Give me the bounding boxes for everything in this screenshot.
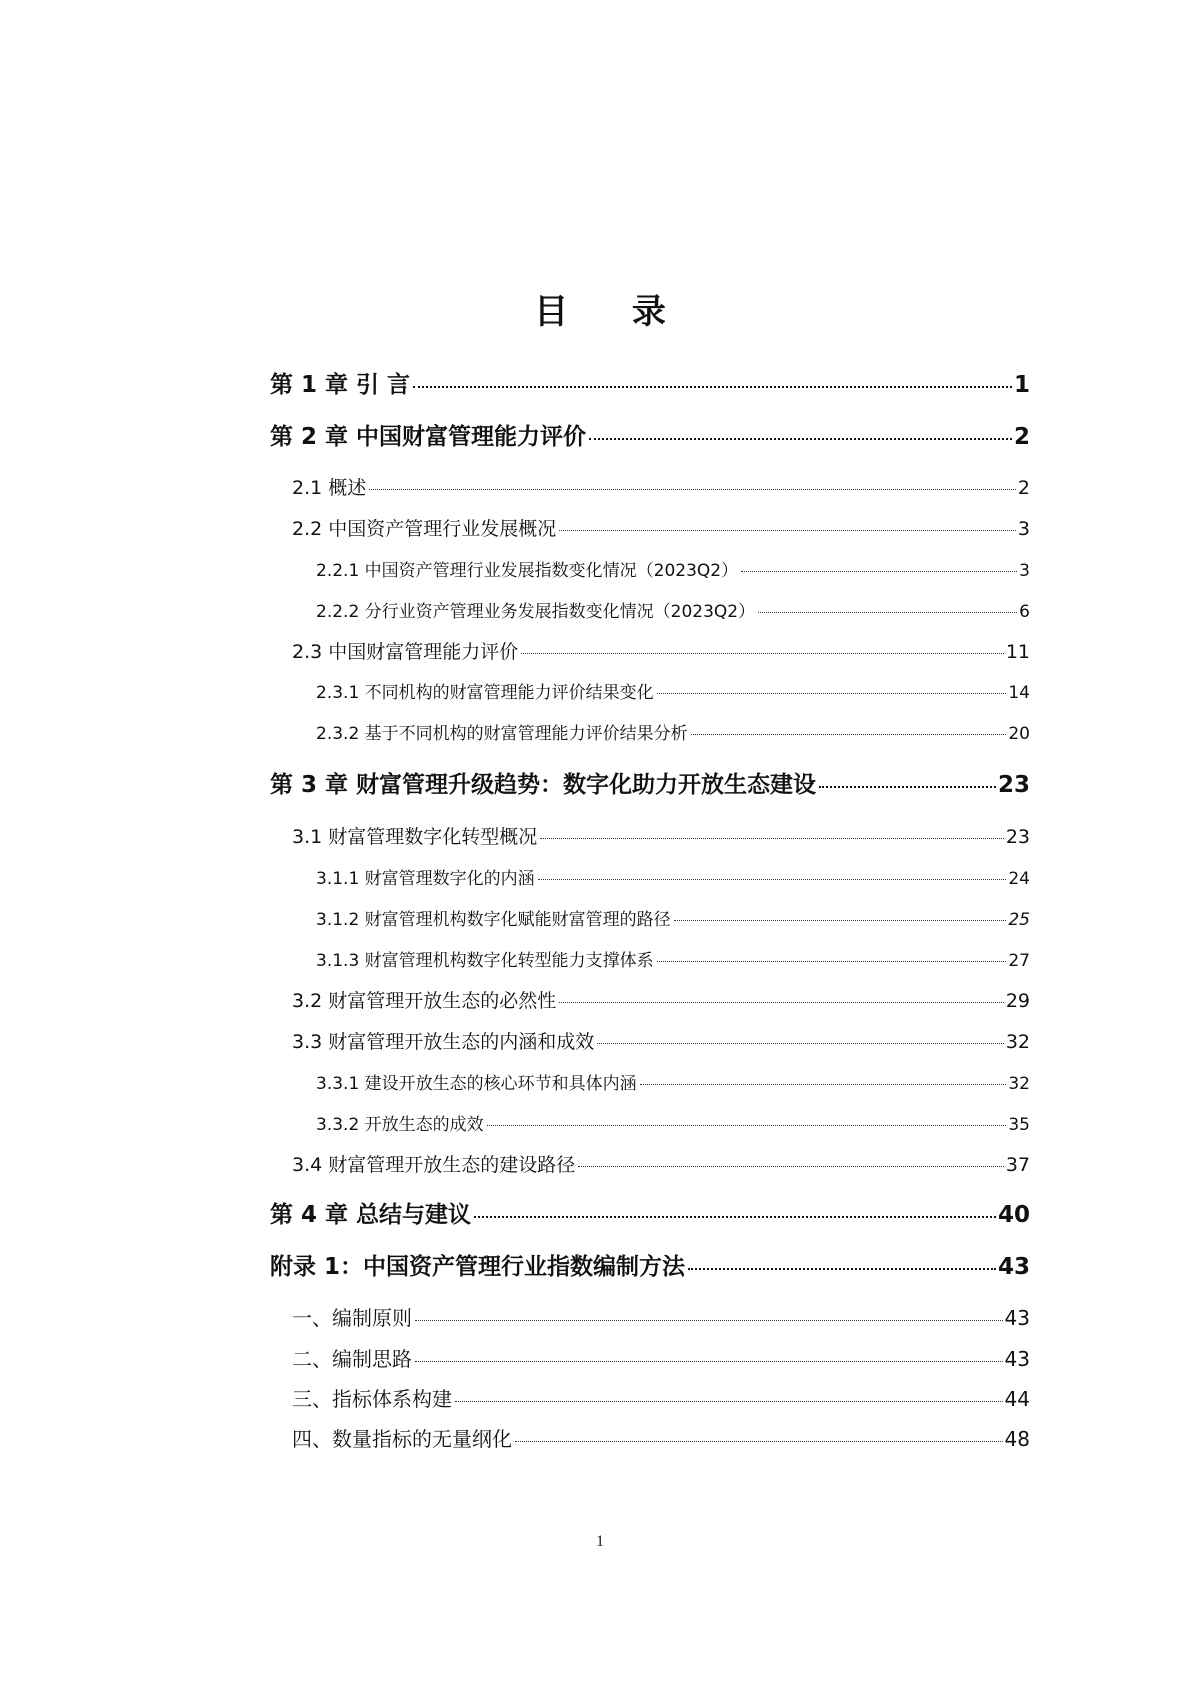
toc-entry-section-2-2-2[interactable] — [316, 597, 1030, 622]
dot-leader — [578, 1166, 1004, 1167]
toc-entry-chapter-4[interactable] — [270, 1196, 1030, 1229]
toc-entry-page: 24 — [1008, 869, 1030, 889]
toc-entry-label: 第 3 章 财富管理升级趋势：数字化助力开放生态建设 — [270, 772, 817, 798]
toc-entry-page: 14 — [1008, 683, 1030, 703]
toc-entry-label: 四、数量指标的无量纲化 — [292, 1427, 512, 1451]
toc-entry-page: 25 — [1008, 910, 1030, 930]
toc-entry-section-2-3[interactable] — [292, 637, 1030, 664]
toc-entry-page: 43 — [1004, 1306, 1030, 1330]
dot-leader — [515, 1441, 1003, 1442]
toc-entry-label: 2.3.1 不同机构的财富管理能力评价结果变化 — [316, 683, 654, 703]
toc-entry-label: 附录 1：中国资产管理行业指数编制方法 — [270, 1254, 686, 1280]
toc-entry-label: 第 1 章 引 言 — [270, 372, 411, 398]
toc-entry-page: 43 — [1004, 1347, 1030, 1371]
toc-entry-chapter-2[interactable] — [270, 418, 1030, 451]
toc-entry-page: 1 — [1013, 372, 1030, 398]
toc-entry-chapter-3[interactable] — [270, 766, 1030, 799]
toc-entry-page: 2 — [1013, 424, 1030, 450]
dot-leader — [538, 879, 1007, 880]
toc-entry-label: 2.3.2 基于不同机构的财富管理能力评价结果分析 — [316, 724, 688, 744]
toc-entry-page: 3 — [1017, 518, 1030, 540]
toc-entry-label: 3.3.2 开放生态的成效 — [316, 1115, 484, 1135]
toc-entry-section-2-2[interactable] — [292, 514, 1030, 541]
toc-entry-page: 20 — [1008, 724, 1030, 744]
toc-entry-page: 32 — [1005, 1031, 1030, 1053]
toc-entry-section-2-2-1[interactable] — [316, 556, 1030, 581]
toc-entry-section-3-3-2[interactable] — [316, 1110, 1030, 1135]
dot-leader — [413, 386, 1012, 388]
toc-entry-section-3-2[interactable] — [292, 986, 1030, 1013]
toc-entry-section-3-3-1[interactable] — [316, 1069, 1030, 1094]
toc-entry-page: 48 — [1004, 1427, 1030, 1451]
dot-leader — [540, 838, 1004, 839]
dot-leader — [657, 693, 1007, 694]
dot-leader — [758, 612, 1017, 613]
dot-leader — [589, 438, 1012, 440]
dot-leader — [559, 530, 1016, 531]
toc-entry-section-3-1-1[interactable] — [316, 864, 1030, 889]
toc-entry-page: 3 — [1019, 561, 1030, 581]
toc-entry-page: 44 — [1004, 1387, 1030, 1411]
page-number: 1 — [596, 1533, 604, 1550]
toc-entry-page: 32 — [1008, 1074, 1030, 1094]
toc-entry-appendix-1-part-1[interactable] — [292, 1302, 1030, 1331]
toc-entry-label: 3.2 财富管理开放生态的必然性 — [292, 990, 557, 1012]
toc-entry-label: 二、编制思路 — [292, 1347, 412, 1371]
toc-entry-page: 43 — [997, 1254, 1030, 1280]
dot-leader — [415, 1361, 1003, 1362]
toc-entry-section-3-1-2[interactable] — [316, 905, 1030, 930]
toc-entry-section-3-3[interactable] — [292, 1027, 1030, 1054]
toc-entry-page: 40 — [997, 1202, 1030, 1228]
dot-leader — [597, 1043, 1004, 1044]
toc-entry-section-3-4[interactable] — [292, 1150, 1030, 1177]
dot-leader — [455, 1401, 1003, 1402]
toc-entry-label: 3.1 财富管理数字化转型概况 — [292, 826, 538, 848]
toc-entry-label: 2.2.1 中国资产管理行业发展指数变化情况（2023Q2） — [316, 561, 739, 581]
dot-leader — [487, 1125, 1007, 1126]
toc-entry-label: 2.2 中国资产管理行业发展概况 — [292, 518, 557, 540]
toc-entry-label: 3.1.3 财富管理机构数字化转型能力支撑体系 — [316, 951, 654, 971]
dot-leader — [819, 786, 996, 788]
toc-entry-section-2-3-2[interactable] — [316, 719, 1030, 744]
toc-entry-label: 3.1.1 财富管理数字化的内涵 — [316, 869, 535, 889]
toc-entry-label: 3.1.2 财富管理机构数字化赋能财富管理的路径 — [316, 910, 671, 930]
toc-entry-page: 6 — [1019, 602, 1030, 622]
toc-entry-label: 3.3 财富管理开放生态的内涵和成效 — [292, 1031, 595, 1053]
dot-leader — [657, 961, 1007, 962]
toc-entry-page: 23 — [997, 772, 1030, 798]
toc-entry-page: 2 — [1017, 477, 1030, 499]
toc-entry-label: 2.3 中国财富管理能力评价 — [292, 641, 519, 663]
toc-entry-appendix-1[interactable] — [270, 1248, 1030, 1281]
toc-entry-appendix-1-part-2[interactable] — [292, 1343, 1030, 1372]
dot-leader — [688, 1268, 996, 1270]
toc-title: 目 录 — [534, 292, 692, 332]
toc-entry-label: 2.1 概述 — [292, 477, 367, 499]
dot-leader — [674, 920, 1007, 921]
toc-entry-label: 一、编制原则 — [292, 1306, 412, 1330]
toc-entry-label: 3.4 财富管理开放生态的建设路径 — [292, 1154, 576, 1176]
toc-entry-page: 37 — [1005, 1154, 1030, 1176]
toc-entry-page: 29 — [1005, 990, 1030, 1012]
toc-entry-label: 第 2 章 中国财富管理能力评价 — [270, 424, 587, 450]
toc-entry-page: 27 — [1008, 951, 1030, 971]
toc-entry-appendix-1-part-4[interactable] — [292, 1423, 1030, 1452]
dot-leader — [640, 1084, 1007, 1085]
toc-entry-section-3-1[interactable] — [292, 822, 1030, 849]
toc-entry-appendix-1-part-3[interactable] — [292, 1383, 1030, 1412]
toc-entry-label: 2.2.2 分行业资产管理业务发展指数变化情况（2023Q2） — [316, 602, 756, 622]
dot-leader — [741, 571, 1017, 572]
dot-leader — [474, 1216, 996, 1218]
toc-entry-page: 11 — [1005, 641, 1030, 663]
toc-entry-section-2-3-1[interactable] — [316, 678, 1030, 703]
dot-leader — [369, 489, 1016, 490]
toc-entry-chapter-1[interactable] — [270, 366, 1030, 399]
dot-leader — [521, 653, 1004, 654]
toc-entry-label: 3.3.1 建设开放生态的核心环节和具体内涵 — [316, 1074, 637, 1094]
dot-leader — [691, 734, 1007, 735]
toc-entry-section-3-1-3[interactable] — [316, 946, 1030, 971]
toc-entry-section-2-1[interactable] — [292, 473, 1030, 500]
toc-entry-label: 三、指标体系构建 — [292, 1387, 452, 1411]
toc-entry-label: 第 4 章 总结与建议 — [270, 1202, 472, 1228]
dot-leader — [559, 1002, 1004, 1003]
toc-entry-page: 23 — [1005, 826, 1030, 848]
toc-entry-page: 35 — [1008, 1115, 1030, 1135]
dot-leader — [415, 1320, 1003, 1321]
